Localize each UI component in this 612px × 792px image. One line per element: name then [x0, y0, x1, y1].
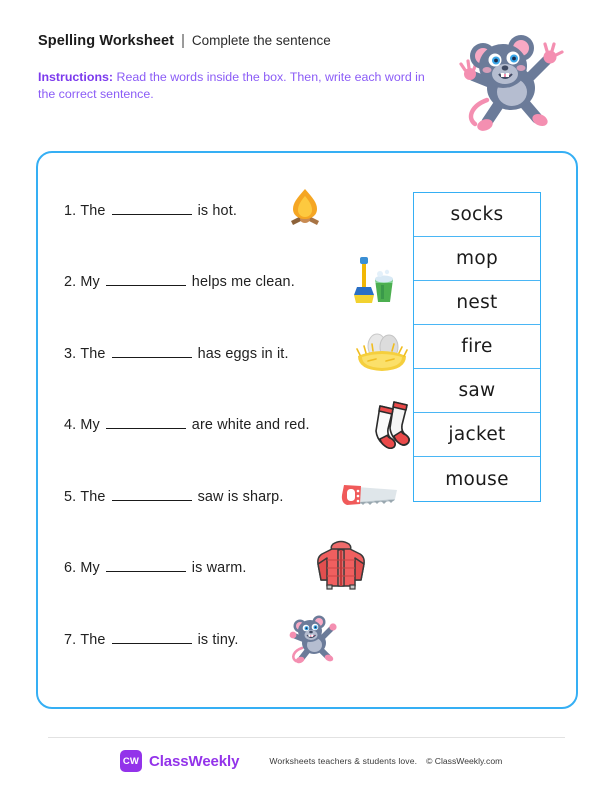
page-title — [38, 33, 458, 49]
word-bank-item[interactable] — [414, 413, 540, 457]
page-header — [38, 33, 458, 102]
sentence-number: 7. — [64, 631, 77, 648]
instructions-text: Read the words inside the box. Then, write each word in the correct sentence. — [38, 70, 425, 101]
title-separator: | — [181, 33, 185, 49]
nest-icon — [356, 330, 408, 374]
saw-icon — [339, 481, 401, 513]
word-bank-item[interactable] — [414, 457, 540, 501]
sentence-number: 1. — [64, 202, 77, 219]
worksheet-card — [36, 151, 578, 709]
campfire-icon — [283, 187, 327, 229]
sentence-after: is hot. — [197, 202, 238, 219]
sentence-after: saw is sharp. — [197, 488, 284, 505]
mouse-icon — [286, 612, 340, 664]
word-bank-label: fire — [461, 336, 493, 357]
word-bank-box — [413, 192, 541, 502]
sentence-after: helps me clean. — [191, 274, 295, 291]
footer — [120, 750, 502, 772]
sentence-row — [64, 175, 404, 247]
word-bank-item[interactable] — [414, 369, 540, 413]
classweekly-logo-icon — [120, 750, 142, 772]
answer-blank[interactable] — [106, 285, 186, 286]
instructions-label: Instructions: — [38, 70, 114, 84]
answer-blank[interactable] — [112, 214, 192, 215]
sentence-number: 3. — [64, 345, 77, 362]
brand-name: ClassWeekly — [149, 752, 240, 770]
sentence-before: The — [80, 488, 106, 505]
word-bank-label: saw — [458, 380, 496, 401]
sentence-row — [64, 533, 404, 605]
sentence-after: is tiny. — [197, 631, 239, 648]
mouse-mascot-icon — [455, 26, 565, 134]
sentence-row — [64, 461, 404, 533]
answer-blank[interactable] — [106, 571, 186, 572]
sentence-before: The — [80, 631, 106, 648]
word-bank-label: socks — [450, 204, 504, 225]
sentence-after: are white and red. — [191, 417, 310, 434]
sentence-before: My — [80, 560, 100, 577]
sentence-before: My — [80, 274, 100, 291]
answer-blank[interactable] — [112, 357, 192, 358]
sentence-after: has eggs in it. — [197, 345, 289, 362]
sentence-number: 2. — [64, 274, 77, 291]
word-bank-item[interactable] — [414, 237, 540, 281]
word-bank-label: nest — [456, 292, 498, 313]
word-bank-item[interactable] — [414, 325, 540, 369]
sentence-before: My — [80, 417, 100, 434]
footer-divider — [48, 737, 565, 738]
sentence-before: The — [80, 202, 106, 219]
sentence-after: is warm. — [191, 560, 247, 577]
word-bank-label: mouse — [445, 468, 509, 490]
logo-initials: CW — [122, 755, 140, 767]
jacket-icon — [314, 538, 368, 592]
mop-bucket-icon — [349, 255, 397, 305]
sentence-number: 6. — [64, 560, 77, 577]
instructions-block — [38, 69, 430, 102]
footer-tagline: Worksheets teachers & students love. — [269, 756, 418, 766]
answer-blank[interactable] — [106, 428, 186, 429]
sentence-list — [64, 175, 404, 676]
socks-icon — [374, 397, 418, 449]
sentence-number: 4. — [64, 417, 77, 434]
word-bank-label: jacket — [448, 424, 506, 445]
answer-blank[interactable] — [112, 500, 192, 501]
title-main: Spelling Worksheet — [38, 33, 175, 49]
sentence-row — [64, 318, 404, 390]
word-bank-item[interactable] — [414, 281, 540, 325]
title-subtitle: Complete the sentence — [191, 33, 331, 48]
footer-copyright: © ClassWeekly.com — [426, 756, 503, 766]
answer-blank[interactable] — [112, 643, 192, 644]
sentence-row — [64, 604, 404, 676]
sentence-number: 5. — [64, 488, 77, 505]
sentence-row — [64, 247, 404, 319]
word-bank-item[interactable] — [414, 193, 540, 237]
sentence-row — [64, 390, 404, 462]
word-bank-label: mop — [456, 248, 498, 269]
sentence-before: The — [80, 345, 106, 362]
